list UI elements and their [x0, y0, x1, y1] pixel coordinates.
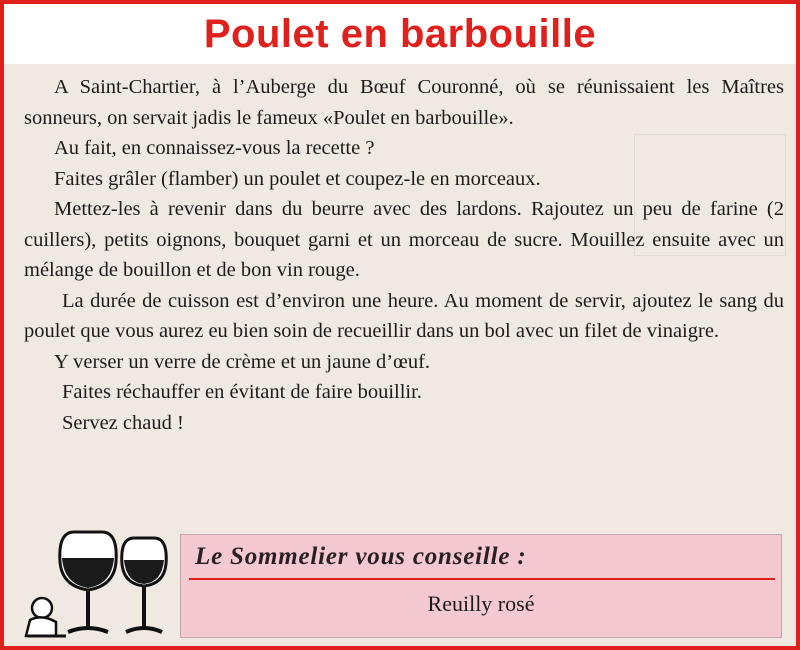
recipe-text [24, 72, 784, 438]
paragraph-step-1: Faites grâler (flamber) un poulet et coupez-le en morceaux. [54, 167, 541, 190]
paragraph-step-2: Mettez-les à revenir dans du beurre avec des lardons. Rajoutez un peu de farine (2 cuillers), petits oignons, bouquet garni et un morceau de sucre. Mouillez ensuite avec un mélange de bouillon et de bon vin rouge. [24, 198, 784, 281]
paragraph-step-4: Y verser un verre de crème et un jaune d’œuf. [54, 350, 431, 373]
sommelier-divider [189, 578, 775, 580]
paragraph-step-6: Servez chaud ! [62, 411, 184, 434]
paragraph-intro: A Saint-Chartier, à l’Auberge du Bœuf Couronné, où se réunissaient les Maîtres sonneurs, on servait jadis le fameux «Poulet en barbouille». [24, 76, 784, 129]
paragraph-step-5: Faites réchauffer en évitant de faire bouillir. [62, 381, 422, 403]
wine-recommendation: Reuilly rosé [427, 591, 535, 616]
title-band [4, 4, 796, 64]
paragraph-question: Au fait, en connaissez-vous la recette ? [54, 137, 375, 159]
sommelier-box [180, 534, 782, 638]
page-title: Poulet en barbouille [203, 12, 597, 56]
paragraph-step-3: La durée de cuisson est d’environ une heure. Au moment de servir, ajoutez le sang du poulet que vous aurez eu bien soin de recueillir dans un bol avec un filet de vinaigre. [24, 289, 784, 342]
wine-glasses-icon [22, 524, 192, 644]
sommelier-heading: Le Sommelier vous conseille : [195, 543, 527, 570]
